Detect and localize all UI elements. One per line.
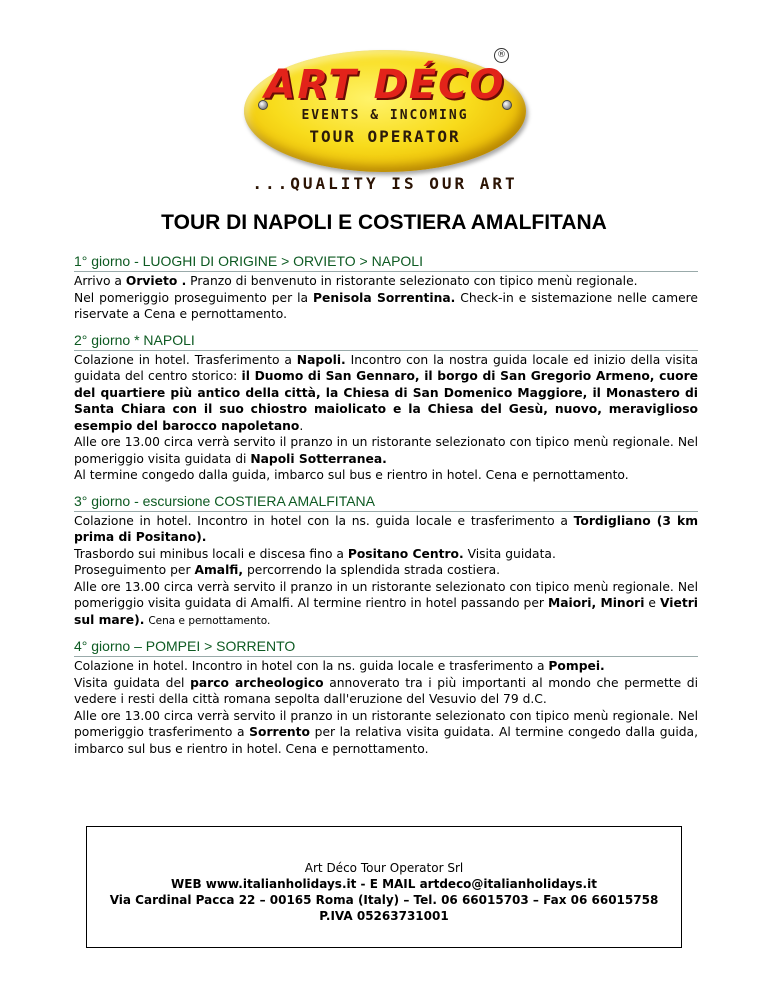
day-heading: 1° giorno - LUOGHI DI ORIGINE > ORVIETO > NAPOLI — [74, 252, 698, 272]
day-paragraph — [74, 546, 698, 563]
text-segment: Alle ore 13.00 circa verrà servito il pranzo in un ristorante selezionato con tipico menù regionale. Nel pomeriggio trasferimento a — [74, 708, 698, 739]
day-paragraph — [74, 562, 698, 579]
day-section — [74, 252, 698, 323]
text-segment: Visita guidata. — [463, 546, 556, 561]
bold-text: il Duomo di San Gennaro, il borgo di San Gregorio Armeno, cuore del quartiere più antico della città, la Chiesa di San Domenico Maggiore, il Monastero di Santa Chiara con il suo chiostro maiolicato e la Chiesa del Gesù, nuovo, meraviglioso esempio del barocco napoletano — [74, 369, 698, 433]
bold-text: Positano Centro. — [347, 546, 464, 561]
day-section — [74, 492, 698, 630]
day-paragraph — [74, 675, 698, 708]
text-segment: annoverato tra i più importanti al mondo che permette di vedere i resti della città romana sepolta dall'eruzione del Vesuvio del 79 d.C. — [74, 675, 698, 706]
day-paragraph — [74, 273, 698, 290]
text-segment: Alle ore 13.00 circa verrà servito il pranzo in un ristorante selezionato con tipico menù regionale. Nel pomeriggio visita guidata di — [74, 435, 698, 466]
contact-box — [86, 826, 682, 948]
logo-oval-badge — [244, 50, 526, 172]
day-paragraph — [74, 467, 698, 484]
text-segment: Nel pomeriggio proseguimento per la — [74, 290, 314, 305]
text-segment: Al termine congedo dalla guida, imbarco sul bus e rientro in hotel. Cena e pernottamento. — [74, 468, 629, 482]
text-segment: per la relativa visita guidata. Al termine congedo dalla guida, imbarco sul bus e rientro in hotel. Cena e pernottamento. — [74, 725, 698, 756]
text-segment: Colazione in hotel. Incontro in hotel con la ns. guida locale e trasferimento a — [74, 659, 549, 673]
bold-text: Napoli Sotterranea. — [250, 451, 387, 466]
day-paragraph — [74, 708, 698, 758]
bold-text: Amalfi, — [194, 563, 244, 577]
company-name: Art Déco Tour Operator Srl — [304, 861, 464, 875]
bold-text: Vietri sul mare). — [74, 596, 698, 627]
bold-text: Maiori, Minori — [547, 596, 645, 610]
day-heading: 2° giorno * NAPOLI — [74, 331, 698, 351]
text-segment: Check-in e sistemazione nelle camere riservate a Cena e pernottamento. — [74, 290, 698, 321]
text-segment: Pranzo di benvenuto in ristorante selezionato con tipico menù regionale. — [186, 274, 638, 288]
text-segment: Alle ore 13.00 circa verrà servito il pranzo in un ristorante selezionato con tipico menù regionale. Nel pomeriggio visita guidata di Amalfi. Al termine rientro in hotel passando per — [74, 579, 698, 610]
day-section — [74, 331, 698, 484]
day-heading: 4° giorno – POMPEI > SORRENTO — [74, 637, 698, 657]
day-section — [74, 637, 698, 757]
bold-text: Orvieto . — [125, 274, 187, 288]
text-segment: Proseguimento per — [74, 563, 195, 577]
web-mail-line: WEB www.italianholidays.it - E MAIL artdeco@italianholidays.it — [171, 877, 597, 891]
day-paragraph — [74, 434, 698, 467]
logo-title: ART DÉCO — [264, 62, 506, 108]
text-segment: Trasbordo sui minibus locali e discesa fino a — [74, 546, 348, 561]
day-paragraph — [74, 352, 698, 435]
text-segment: percorrendo la splendida strada costiera. — [243, 563, 501, 577]
logo-operator: TOUR OPERATOR — [309, 127, 461, 146]
text-segment: Cena e pernottamento. — [148, 614, 271, 627]
company-logo — [244, 50, 526, 198]
bold-text: Penisola Sorrentina. — [313, 290, 456, 305]
address-line: Via Cardinal Pacca 22 – 00165 Roma (Italy) – Tel. 06 66015703 – Fax 06 66015758 — [109, 893, 659, 907]
vat-line: P.IVA 05263731001 — [319, 909, 449, 923]
text-segment: Arrivo a — [74, 274, 126, 288]
day-paragraph — [74, 290, 698, 323]
bold-text: Tordigliano (3 km prima di Positano). — [74, 513, 699, 544]
text-segment: Colazione in hotel. Trasferimento a — [74, 352, 297, 367]
logo-subtitle: EVENTS & INCOMING — [301, 108, 469, 123]
text-segment: Visita guidata del — [74, 675, 191, 690]
day-paragraph — [74, 513, 698, 546]
logo-tagline: ...QUALITY IS OUR ART — [252, 174, 518, 193]
bold-text: parco archeologico — [190, 675, 324, 690]
text-segment: Incontro con la nostra guida locale ed inizio della visita guidata del centro storico: — [74, 352, 698, 383]
registered-mark: ® — [494, 48, 509, 63]
bold-text: Pompei. — [548, 659, 605, 673]
day-paragraph — [74, 658, 698, 675]
document-title: TOUR DI NAPOLI E COSTIERA AMALFITANA — [161, 211, 607, 234]
day-paragraph — [74, 579, 698, 630]
text-segment: e — [644, 596, 660, 610]
text-segment: Colazione in hotel. Incontro in hotel con la ns. guida locale e trasferimento a — [74, 513, 574, 528]
itinerary — [74, 252, 698, 765]
bold-text: Sorrento — [249, 725, 311, 739]
bold-text: Napoli. — [296, 352, 346, 367]
day-heading: 3° giorno - escursione COSTIERA AMALFITANA — [74, 492, 698, 512]
text-segment: . — [299, 418, 304, 433]
